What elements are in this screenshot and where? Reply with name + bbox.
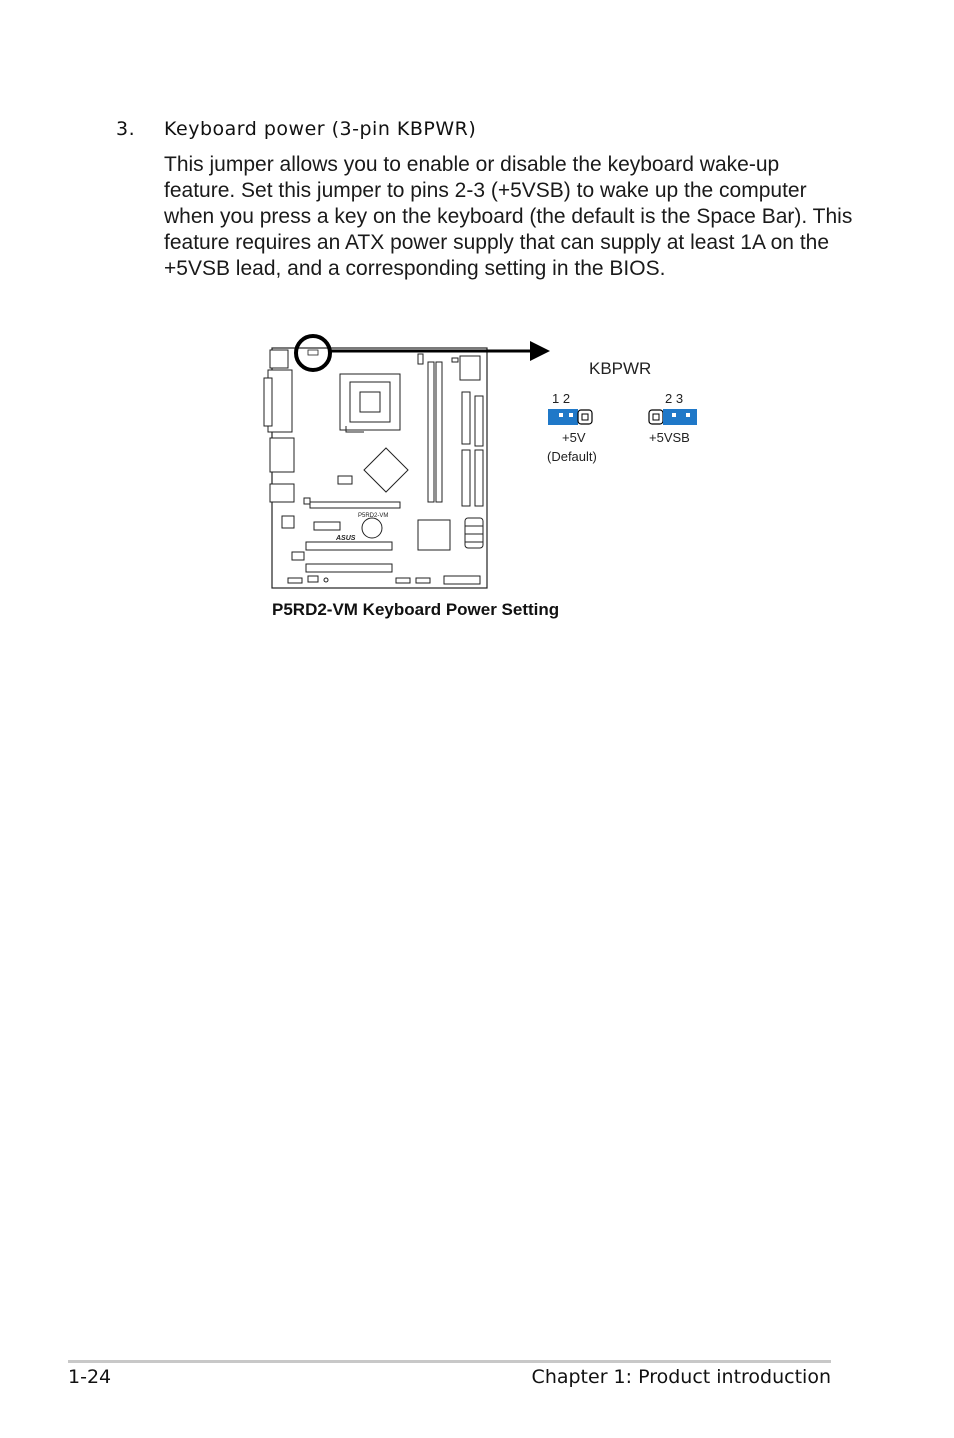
io-port: [270, 438, 294, 472]
default-note: (Default): [547, 449, 597, 464]
expansion-slot: [310, 502, 400, 508]
section-title: Keyboard power (3-pin KBPWR): [164, 118, 477, 140]
left-setting-label: +5V: [562, 430, 586, 445]
expansion-slot: [306, 542, 392, 550]
section-heading: [116, 118, 476, 140]
board-model-label: P5RD2-VM: [358, 513, 389, 519]
expansion-slot: [306, 564, 392, 572]
kbpwr-location: [308, 350, 318, 355]
jumper-cap-right: [663, 409, 697, 425]
arrow-head: [530, 341, 550, 361]
right-setting-label: +5VSB: [649, 430, 690, 445]
south-bridge: [418, 520, 450, 550]
section-body: This jumper allows you to enable or disable the keyboard wake-up feature. Set this jumper to pins 2-3 (+5VSB) to wake up the computer when you press a key on the keyboard (the default is the Space Bar). This feature requires an ATX power supply that can supply at least 1A on the +5VSB lead, and a corresponding setting in the BIOS.: [164, 153, 853, 280]
figure-caption: P5RD2-VM Keyboard Power Setting: [272, 600, 560, 619]
right-pin-numbers: 2 3: [665, 391, 684, 406]
battery: [362, 518, 382, 538]
memory-slot: [436, 362, 442, 502]
memory-slot: [428, 362, 434, 502]
io-port: [270, 484, 294, 502]
jumper-name-label: KBPWR: [589, 359, 652, 378]
footer-divider: [68, 1360, 831, 1363]
brand-logo: ASUS: [336, 535, 356, 542]
chapter-title: Chapter 1: Product introduction: [531, 1366, 831, 1388]
left-pin-numbers: 1 2: [552, 391, 571, 406]
jumper-diagram: [260, 330, 720, 630]
section-number: 3.: [116, 118, 136, 140]
page-number: 1-24: [68, 1366, 112, 1388]
